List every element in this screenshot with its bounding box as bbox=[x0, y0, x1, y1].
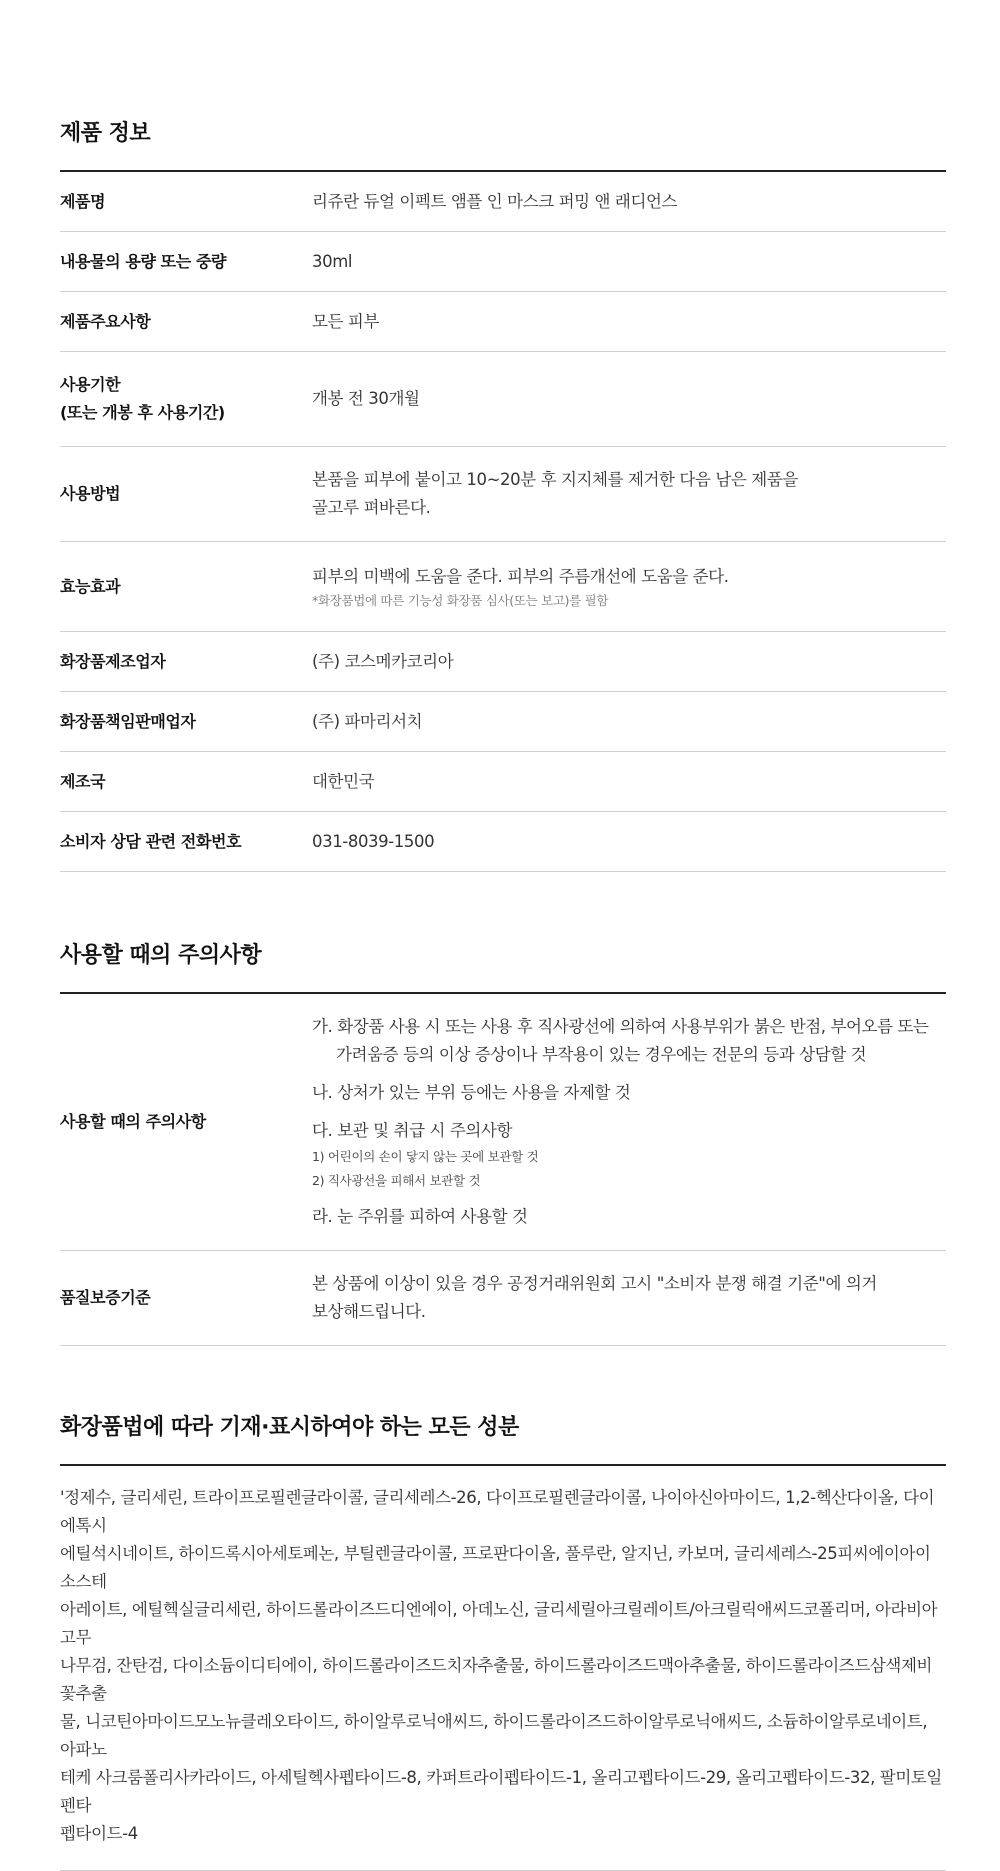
section-title-precautions: 사용할 때의 주의사항 bbox=[60, 943, 262, 968]
row-value bbox=[312, 1270, 946, 1326]
table-row bbox=[60, 542, 946, 632]
precaution-item: 나. 상처가 있는 부위 등에는 사용을 자제할 것 bbox=[312, 1083, 631, 1102]
ingredients-block bbox=[60, 1464, 946, 1871]
table-row bbox=[60, 172, 946, 232]
row-label: 제조국 bbox=[60, 771, 106, 791]
row-label: 제품명 bbox=[60, 191, 106, 211]
section-title-ingredients: 화장품법에 따라 기재·표시하여야 하는 모든 성분 bbox=[60, 1415, 519, 1440]
row-value-line: 보상해드립니다. bbox=[312, 1302, 426, 1321]
row-label: 화장품제조업자 bbox=[60, 651, 166, 671]
precaution-subitem: 2) 직사광선을 피해서 보관할 것 bbox=[312, 1173, 481, 1188]
table-row bbox=[60, 812, 946, 872]
row-label: 내용물의 용량 또는 중량 bbox=[60, 251, 227, 271]
ingredients-line: 아레이트, 에틸헥실글리세린, 하이드롤라이즈드디엔에이, 아데노신, 글리세릴아크릴레이트/아크릴릭애씨드코폴리머, 아라비아고무 bbox=[60, 1600, 938, 1647]
ingredients-text bbox=[60, 1466, 946, 1870]
ingredients-line: 물, 니코틴아마이드모노뉴클레오타이드, 하이알루로닉애씨드, 하이드롤라이즈드하이알루로닉애씨드, 소듐하이알루로네이트, 아파노 bbox=[60, 1712, 928, 1759]
precautions-table bbox=[60, 992, 946, 1346]
row-value: 모든 피부 bbox=[312, 311, 380, 331]
row-label-line: (또는 개봉 후 사용기간) bbox=[60, 403, 225, 422]
row-label: 제품주요사항 bbox=[60, 311, 151, 331]
table-row bbox=[60, 994, 946, 1251]
table-row bbox=[60, 352, 946, 447]
row-value-line: 골고루 펴바른다. bbox=[312, 498, 431, 517]
product-info-table bbox=[60, 170, 946, 872]
footnote: *화장품법에 따른 기능성 화장품 심사(또는 보고)를 필함 bbox=[312, 592, 609, 608]
row-label: 화장품책임판매업자 bbox=[60, 711, 196, 731]
row-value: 031-8039-1500 bbox=[312, 831, 435, 851]
table-row bbox=[60, 1251, 946, 1346]
row-label-line: 사용기한 bbox=[60, 375, 121, 394]
section-title-product-info: 제품 정보 bbox=[60, 121, 151, 146]
ingredients-line: 펩타이드-4 bbox=[60, 1824, 138, 1843]
precaution-item: 다. 보관 및 취급 시 주의사항 bbox=[312, 1121, 512, 1140]
row-value-line: 본품을 피부에 붙이고 10~20분 후 지지체를 제거한 다음 남은 제품을 bbox=[312, 470, 798, 489]
row-label: 품질보증기준 bbox=[60, 1288, 151, 1307]
row-value bbox=[312, 1013, 946, 1231]
table-row bbox=[60, 632, 946, 692]
row-value: 개봉 전 30개월 bbox=[312, 389, 420, 408]
row-label: 사용방법 bbox=[60, 484, 121, 503]
row-value: 30ml bbox=[312, 251, 353, 271]
table-row bbox=[60, 292, 946, 352]
ingredients-line: 에틸석시네이트, 하이드록시아세토페논, 부틸렌글라이콜, 프로판다이올, 풀루란, 알지닌, 카보머, 글리세레스-25피씨에이아이소스테 bbox=[60, 1544, 931, 1591]
table-row bbox=[60, 692, 946, 752]
row-value bbox=[312, 563, 946, 611]
row-label: 효능효과 bbox=[60, 576, 121, 596]
row-value: (주) 코스메카코리아 bbox=[312, 651, 454, 671]
table-row bbox=[60, 447, 946, 542]
precaution-subitem: 1) 어린이의 손이 닿지 않는 곳에 보관할 것 bbox=[312, 1149, 539, 1164]
ingredients-line: 나무검, 잔탄검, 다이소듐이디티에이, 하이드롤라이즈드치자추출물, 하이드롤라이즈드맥아추출물, 하이드롤라이즈드삼색제비꽃추출 bbox=[60, 1656, 933, 1703]
precaution-item: 라. 눈 주위를 피하여 사용할 것 bbox=[312, 1207, 528, 1226]
row-value-line: 본 상품에 이상이 있을 경우 공정거래위원회 고시 "소비자 분쟁 해결 기준"에 의거 bbox=[312, 1274, 877, 1293]
table-row bbox=[60, 752, 946, 812]
row-value bbox=[312, 466, 946, 522]
table-row bbox=[60, 232, 946, 292]
row-value: (주) 파마리서치 bbox=[312, 711, 423, 731]
precaution-item-continued: 가려움증 등의 이상 증상이나 부작용이 있는 경우에는 전문의 등과 상담할 것 bbox=[336, 1045, 867, 1064]
row-label bbox=[60, 371, 312, 427]
row-label: 소비자 상담 관련 전화번호 bbox=[60, 831, 242, 851]
row-value: 리쥬란 듀얼 이펙트 앰플 인 마스크 퍼밍 앤 래디언스 bbox=[312, 191, 678, 211]
row-value: 대한민국 bbox=[312, 771, 375, 791]
ingredients-line: '정제수, 글리세린, 트라이프로필렌글라이콜, 글리세레스-26, 다이프로필렌글라이콜, 나이아신아마이드, 1,2-헥산다이올, 다이에톡시 bbox=[60, 1488, 935, 1535]
row-value-line: 피부의 미백에 도움을 준다. 피부의 주름개선에 도움을 준다. bbox=[312, 566, 729, 586]
precaution-item: 가. 화장품 사용 시 또는 사용 후 직사광선에 의하여 사용부위가 붉은 반점, 부어오름 또는 bbox=[312, 1017, 929, 1036]
ingredients-line: 테케 사크룸폴리사카라이드, 아세틸헥사펩타이드-8, 카퍼트라이펩타이드-1, 올리고펩타이드-29, 올리고펩타이드-32, 팔미토일펜타 bbox=[60, 1768, 942, 1815]
row-label: 사용할 때의 주의사항 bbox=[60, 1112, 206, 1131]
